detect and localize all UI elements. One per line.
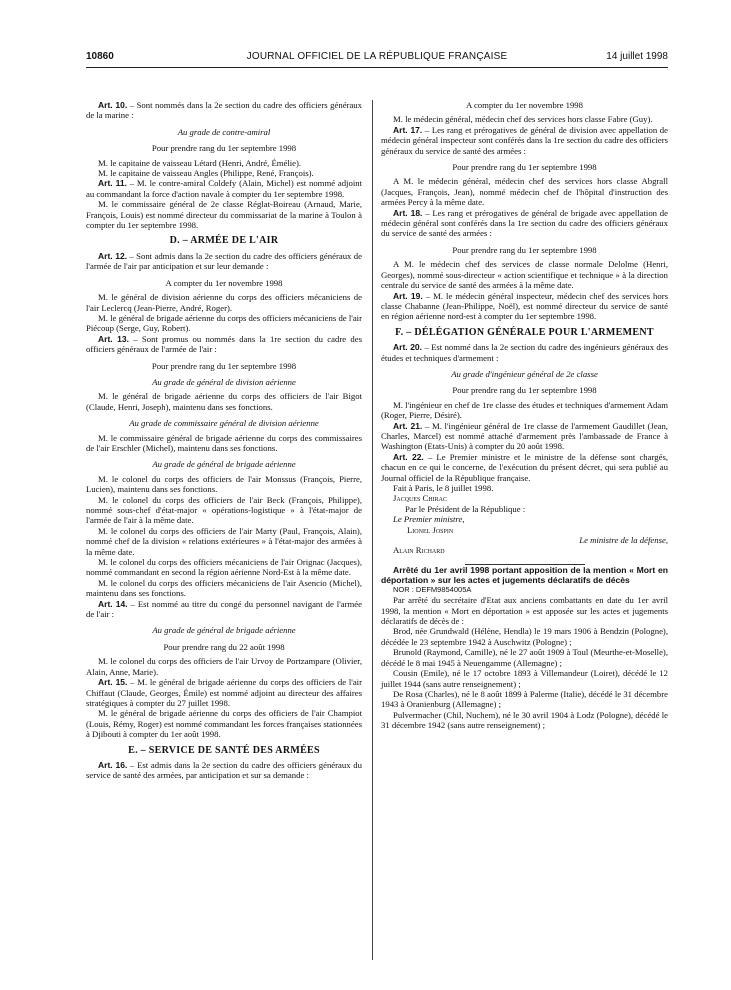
paragraph: M. le colonel du corps des officiers de l'air Urvoy de Portzampare (Olivier, Alain, Anne, Marie).: [86, 656, 362, 677]
deportee-entry: Brunold (Raymond, Camille), né le 27 août 1909 à Toul (Meurthe-et-Moselle), décédé le 8 mai 1945 à Neuengamme (Allemagne) ;: [381, 647, 668, 668]
deportee-entry: De Rosa (Charles), né le 8 août 1899 à Palerme (Italie), décédé le 31 décembre 1943 à Oranienburg (Allemagne) ;: [381, 688, 668, 710]
paragraph: M. le colonel du corps des officiers de l'air Marty (Paul, François, Alain), nommé chef de la division « relations extérieures » à l'état-major des armées à la même date.: [86, 525, 362, 557]
section-heading-e: E. – SERVICE DE SANTÉ DES ARMÉES: [128, 744, 320, 756]
arrete-title: Arrêté du 1er avril 1998 portant apposition de la mention « Mort en déportation » sur les actes et jugements déclaratifs de décès: [381, 564, 668, 585]
article-18: Art. 18. – Les rang et prérogatives de général de brigade avec appellation de médecin général sont conférés dans la 1re section du cadre des officiers généraux du service de santé des armées :: [381, 207, 668, 239]
rang-date: A compter du 1er novembre 1998: [465, 100, 583, 110]
deportee-entry: Pulvermacher (Chil, Nuchem), né le 30 avril 1904 à Lodz (Pologne), décédé le 31 décembre 1942 (sans autre renseignement) ;: [381, 709, 668, 731]
grade-heading: Au grade de commissaire général de division aérienne: [129, 418, 319, 429]
article-17: Art. 17. – Les rang et prérogatives de général de division avec appellation de médecin général inspecteur sont conférés dans la 1re section du cadre des officiers généraux du service de santé des armées :: [381, 124, 668, 156]
article-10: Art. 10. – Sont nommés dans la 2e section du cadre des officiers généraux de la marine :: [86, 100, 362, 121]
article-20: Art. 20. – Est nommé dans la 2e section du cadre des ingénieurs généraux des études et techniques d'armement :: [381, 342, 668, 363]
rang-date: Pour prendre rang du 1er septembre 1998: [452, 385, 597, 396]
rang-date: Pour prendre rang du 1er septembre 1998: [151, 360, 297, 371]
paragraph: M. le médecin général, médecin chef des services hors classe Fabre (Guy).: [393, 114, 653, 125]
paragraph: M. le colonel du corps des officiers mécaniciens de l'air Orignac (Jacques), nommé commandant en second la région aérienne Nord-Est à la même date.: [86, 557, 362, 578]
par-le-president: Par le Président de la République :: [405, 503, 526, 514]
ministre-defense-name: Alain Richard: [393, 545, 445, 556]
arrete-intro: Par arrêté du secrétaire d'Etat aux anciens combattants en date du 1er avril 1998, la mention « Mort en déportation » est apposée sur les actes et jugements déclaratifs de décès de :: [381, 595, 668, 627]
page-header: [86, 51, 668, 65]
right-column: [381, 100, 668, 731]
article-12: Art. 12. – Sont admis dans la 2e section du cadre des officiers généraux de l'armée de l'air par anticipation et sur leur demande :: [86, 250, 362, 272]
grade-heading: Au grade de général de division aérienne: [152, 376, 296, 387]
paragraph: M. le général de brigade aérienne du corps des officiers mécaniciens de l'air Piécoup (Serge, Guy, Robert).: [86, 312, 362, 334]
paragraph: A M. le médecin chef des services de classe normale Delolme (Henri, Georges), nommé sous-directeur « action scientifique et technique » à la direction centrale du service de santé des armées à la même date.: [381, 259, 668, 291]
paragraph: M. le commissaire général de 2e classe Réglat-Boireau (Arnaud, Marie, François, Louis) est nommé directeur du commissariat de la marine à Toulon à compter du 1er septembre 1998.: [86, 199, 362, 231]
article-11: Art. 11. – M. le contre-amiral Coldefy (Alain, Michel) est nommé adjoint au commandant la force d'action navale à compter du 1er septembre 1998.: [86, 178, 362, 199]
rang-date: A compter du 1er novembre 1998: [165, 277, 283, 288]
grade-heading: Au grade de contre-amiral: [177, 126, 271, 137]
header-rule: [86, 67, 668, 68]
paragraph: M. le capitaine de vaisseau Létard (Henri, André, Émélie).: [98, 157, 302, 168]
grade-heading: Au grade d'ingénieur général de 2e classe: [451, 368, 598, 379]
article-13: Art. 13. – Sont promus ou nommés dans la 1re section du cadre des officiers généraux de l'armée de l'air :: [86, 333, 362, 355]
paragraph: M. le colonel du corps des officiers mécaniciens de l'air Asencio (Michel), maintenu dans ses fonctions.: [86, 577, 362, 599]
left-column: [86, 100, 362, 781]
paragraph: M. le capitaine de vaisseau Angles (Philippe, René, François).: [98, 168, 314, 179]
rang-date: Pour prendre rang du 1er septembre 1998: [452, 244, 597, 255]
article-21: Art. 21. – M. l'ingénieur général de 1re classe de l'armement Gaudillet (Jean, Charles, Marcel) est nommé attaché d'armement près l'ambassade de France à Washington (Etats-Unis) à compter du 20 août 1998.: [381, 420, 668, 452]
page-number: 10860: [86, 51, 114, 62]
issue-date: 14 juillet 1998: [606, 51, 668, 62]
premier-ministre-name: Lionel Jospin: [407, 524, 454, 535]
grade-heading: Au grade de général de brigade aérienne: [152, 459, 296, 470]
rang-date: Pour prendre rang du 1er septembre 1998: [452, 162, 597, 173]
paragraph: M. le colonel du corps des officiers de l'air Monssus (François, Pierre, Lucien), maintenu dans ses fonctions.: [86, 473, 362, 495]
paragraph: M. le commissaire général de brigade aérienne du corps des commissaires de l'air Erschler (Michel), maintenu dans ses fonctions.: [86, 432, 362, 453]
section-heading-f: F. – DÉLÉGATION GÉNÉRALE POUR L'ARMEMENT: [395, 326, 654, 338]
article-14: Art. 14. – Est nommé au titre du congé du personnel navigant de l'armée de l'air :: [86, 598, 362, 620]
paragraph: M. le colonel du corps des officiers de l'air Beck (François, Philippe), nommé sous-chef d'état-major « opérations-logistique » à l'état-major de l'armée de l'air à la même date.: [86, 494, 362, 526]
fait-a-paris: Fait à Paris, le 8 juillet 1998.: [393, 483, 494, 493]
rang-date: Pour prendre rang du 22 août 1998: [163, 641, 285, 652]
nor-reference: NOR : DEFM9854005A: [393, 584, 472, 594]
ministre-defense-title: Le ministre de la défense,: [579, 535, 668, 546]
paragraph: M. le général de brigade aérienne du corps des officiers de l'air Champiot (Louis, Rémy, Roger) est nommé commandant les forces françaises stationnées à Djibouti à compter du 1er août 1998.: [86, 708, 362, 740]
article-22: Art. 22. – Le Premier ministre et le ministre de la défense sont chargés, chacun en ce qui le concerne, de l'exécution du présent décret, qui sera publié au Journal officiel de la République française.: [381, 451, 668, 483]
deportee-entry: Brod, née Grundwald (Hélène, Hendla) le 19 mars 1906 à Bendzin (Pologne), décédée le 23 septembre 1942 à Auschwitz (Pologne) ;: [381, 626, 668, 647]
section-heading-d: D. – ARMÉE DE L'AIR: [169, 235, 279, 247]
deportee-entry: Cousin (Emile), né le 17 octobre 1893 à Villemandeur (Loiret), décédé le 12 juillet 1944 (sans autre renseignement) ;: [381, 668, 668, 689]
signature-president: Jacques Chirac: [393, 493, 448, 504]
paragraph: A M. le médecin général, médecin chef des services hors classe Abgrall (Jacques, François, Jean), nommé médecin chef de l'hôpital d'instruction des armées Percy à la même date.: [381, 176, 668, 208]
article-19: Art. 19. – M. le médecin général inspecteur, médecin chef des services hors classe Chabanne (Jean-Philippe, Noël), est nommé directeur du service de santé en région aérienne nord-est à compter du 1er septembre 1998.: [381, 290, 668, 322]
paragraph: M. le général de division aérienne du corps des officiers mécaniciens de l'air Leclercq (Jean-Pierre, André, Roger).: [86, 292, 362, 313]
paragraph: M. le général de brigade aérienne du corps des officiers de l'air Bigot (Claude, Henri, Joseph), maintenu dans ses fonctions.: [86, 391, 362, 412]
article-15: Art. 15. – M. le général de brigade aérienne du corps des officiers de l'air Chiffaut (Claude, Georges, Émile) est nommé adjoint au directeur des affaires stratégiques à compter du 27 juillet 1998.: [86, 677, 362, 708]
grade-heading: Au grade de général de brigade aérienne: [152, 625, 296, 636]
article-16: Art. 16. – Est admis dans la 2e section du cadre des officiers généraux du service de santé des armées, par anticipation et sur sa demande :: [86, 759, 362, 781]
rang-date: Pour prendre rang du 1er septembre 1998: [151, 143, 297, 154]
paragraph: M. l'ingénieur en chef de 1re classe des études et techniques d'armement Adam (Roger, Pierre, Désiré).: [381, 399, 668, 421]
journal-title: JOURNAL OFFICIEL DE LA RÉPUBLIQUE FRANÇAISE: [246, 51, 508, 62]
premier-ministre-title: Le Premier ministre,: [393, 514, 465, 525]
column-divider: [372, 100, 373, 960]
